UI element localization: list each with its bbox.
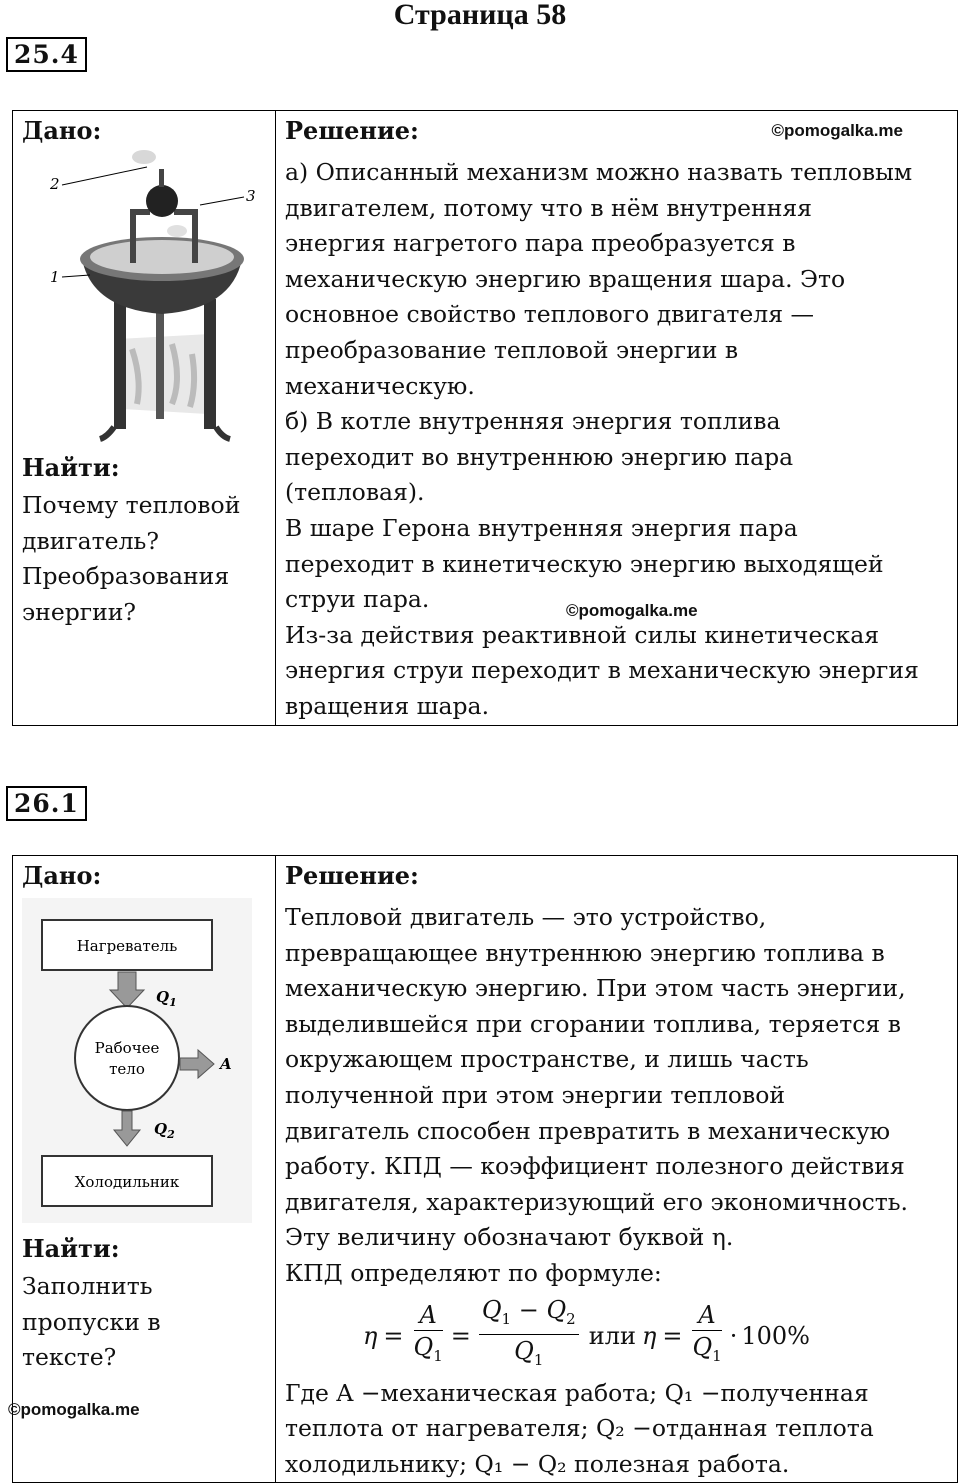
solution-line: механическую энергию. При этом часть энергии, bbox=[285, 974, 906, 1003]
figure-label-3: 3 bbox=[246, 187, 256, 205]
solution-line: механическую. bbox=[285, 371, 475, 400]
task-25-4-table bbox=[12, 110, 958, 726]
page-title: Страница 58 bbox=[393, 0, 567, 31]
solution-line: б) В котле внутренняя энергия топлива bbox=[285, 407, 781, 436]
solution-line: КПД определяют по формуле: bbox=[285, 1258, 662, 1287]
find-line: Заполнить bbox=[22, 1272, 153, 1300]
equals: = bbox=[662, 1321, 683, 1350]
solution-line: Тепловой двигатель — это устройство, bbox=[285, 903, 767, 931]
solution-line: переходит во внутреннюю энергию пара bbox=[285, 442, 794, 471]
denominator: $Q_1$ bbox=[692, 1332, 722, 1365]
solution-line: работу. КПД — коэффициент полезного действия bbox=[285, 1152, 905, 1181]
heron-engine-figure bbox=[22, 149, 262, 444]
solution-cell bbox=[276, 111, 958, 726]
solution-line: вращения шара. bbox=[285, 691, 490, 720]
cooler-label: Холодильник bbox=[74, 1173, 180, 1191]
denominator: $Q_1$ bbox=[514, 1337, 544, 1369]
equals: = bbox=[383, 1321, 404, 1350]
body-label-1: Рабочее bbox=[94, 1039, 160, 1057]
heat-engine-diagram bbox=[22, 898, 252, 1223]
solution-line: а) Описанный механизм можно назвать тепловым bbox=[285, 158, 913, 186]
solution-line: Из-за действия реактивной силы кинетическая bbox=[285, 620, 880, 649]
q2-label: $Q_2$ bbox=[154, 1120, 175, 1141]
fraction-a-q1 bbox=[414, 1300, 443, 1372]
solution-line: преобразование тепловой энергии в bbox=[285, 335, 739, 364]
find-line: Почему тепловой bbox=[22, 491, 241, 519]
heater-label: Нагреватель bbox=[76, 937, 178, 955]
watermark: ©pomogalka.me bbox=[566, 601, 698, 620]
solution-line: основное свойство теплового двигателя — bbox=[285, 300, 815, 329]
solution-line: В шаре Герона внутренняя энергия пара bbox=[285, 513, 798, 542]
solution-line: двигателем, потому что в нём внутренняя bbox=[285, 193, 813, 222]
q1-label: $Q_1$ bbox=[156, 988, 177, 1009]
numerator: $Q_1 - Q_2$ bbox=[479, 1295, 579, 1335]
solution-line: полученной при этом энергии тепловой bbox=[285, 1080, 786, 1109]
find-line: тексте? bbox=[22, 1343, 117, 1372]
solution-text bbox=[285, 900, 948, 1292]
solution-line: переходит в кинетическую энергию выходящей bbox=[285, 549, 884, 578]
task-number-26-1: 26.1 bbox=[6, 786, 87, 821]
solution-line: холодильнику; Q₁ − Q₂ полезная работа. bbox=[285, 1449, 790, 1478]
given-label: Дано: bbox=[22, 116, 102, 145]
working-body-circle bbox=[75, 1006, 179, 1110]
solution-line: энергия струи переходит в механическую энергия bbox=[285, 656, 919, 685]
numerator: A bbox=[692, 1300, 721, 1331]
find-line: пропуски в bbox=[22, 1307, 161, 1336]
solution-line: двигатель способен превратить в механическую bbox=[285, 1116, 891, 1145]
solution-line: Где A −механическая работа; Q₁ −полученная bbox=[285, 1378, 869, 1407]
solution-label: Решение: bbox=[285, 116, 419, 145]
solution-line: двигателя, характеризующий его экономичность. bbox=[285, 1187, 909, 1216]
multiply: · bbox=[729, 1321, 738, 1350]
denominator: $Q_1$ bbox=[413, 1332, 443, 1365]
watermark: ©pomogalka.me bbox=[8, 1400, 140, 1419]
solution-line: окружающем пространстве, и лишь часть bbox=[285, 1045, 809, 1074]
figure-label-2: 2 bbox=[50, 175, 60, 193]
fraction-q1-minus-q2 bbox=[479, 1295, 579, 1376]
find-line: двигатель? bbox=[22, 526, 159, 555]
task-number-25-4: 25.4 bbox=[6, 37, 87, 72]
solution-line: теплота от нагревателя; Q₂ −отданная теплота bbox=[285, 1414, 874, 1443]
task-26-1-table bbox=[12, 855, 958, 1483]
or-word: или bbox=[588, 1321, 636, 1350]
efficiency-formula bbox=[363, 1296, 948, 1376]
find-label: Найти: bbox=[22, 453, 120, 482]
eta-symbol: η bbox=[363, 1321, 378, 1350]
solution-line: (тепловая). bbox=[285, 478, 425, 507]
given-cell bbox=[13, 111, 276, 726]
find-text bbox=[22, 1269, 266, 1376]
numerator: A bbox=[414, 1300, 443, 1331]
given-label: Дано: bbox=[22, 861, 102, 890]
find-line: Преобразования bbox=[22, 562, 230, 591]
find-text bbox=[22, 488, 266, 630]
after-formula-text bbox=[285, 1376, 948, 1483]
find-line: энергии? bbox=[22, 597, 137, 626]
figure-label-1: 1 bbox=[50, 268, 60, 286]
body-label-2: тело bbox=[109, 1060, 145, 1078]
solution-label: Решение: bbox=[285, 861, 419, 890]
solution-text bbox=[285, 155, 948, 725]
solution-line: энергия нагретого пара преобразуется в bbox=[285, 229, 796, 258]
solution-line: Эту величину обозначают буквой η. bbox=[285, 1223, 734, 1252]
hundred-percent: 100% bbox=[741, 1321, 810, 1350]
solution-line: выделившейся при сгорании топлива, теряется в bbox=[285, 1009, 901, 1038]
fraction-a-q1-percent bbox=[692, 1300, 721, 1372]
solution-line: превращающее внутреннюю энергию топлива в bbox=[285, 938, 885, 967]
given-cell bbox=[13, 856, 276, 1483]
eta-symbol: η bbox=[641, 1321, 657, 1350]
find-label: Найти: bbox=[22, 1234, 120, 1263]
solution-line: механическую энергию вращения шара. Это bbox=[285, 264, 846, 293]
a-label: A bbox=[220, 1055, 232, 1073]
solution-cell bbox=[276, 856, 958, 1483]
watermark: ©pomogalka.me bbox=[771, 121, 903, 140]
equals: = bbox=[450, 1321, 471, 1350]
solution-line: струи пара. bbox=[285, 585, 430, 614]
